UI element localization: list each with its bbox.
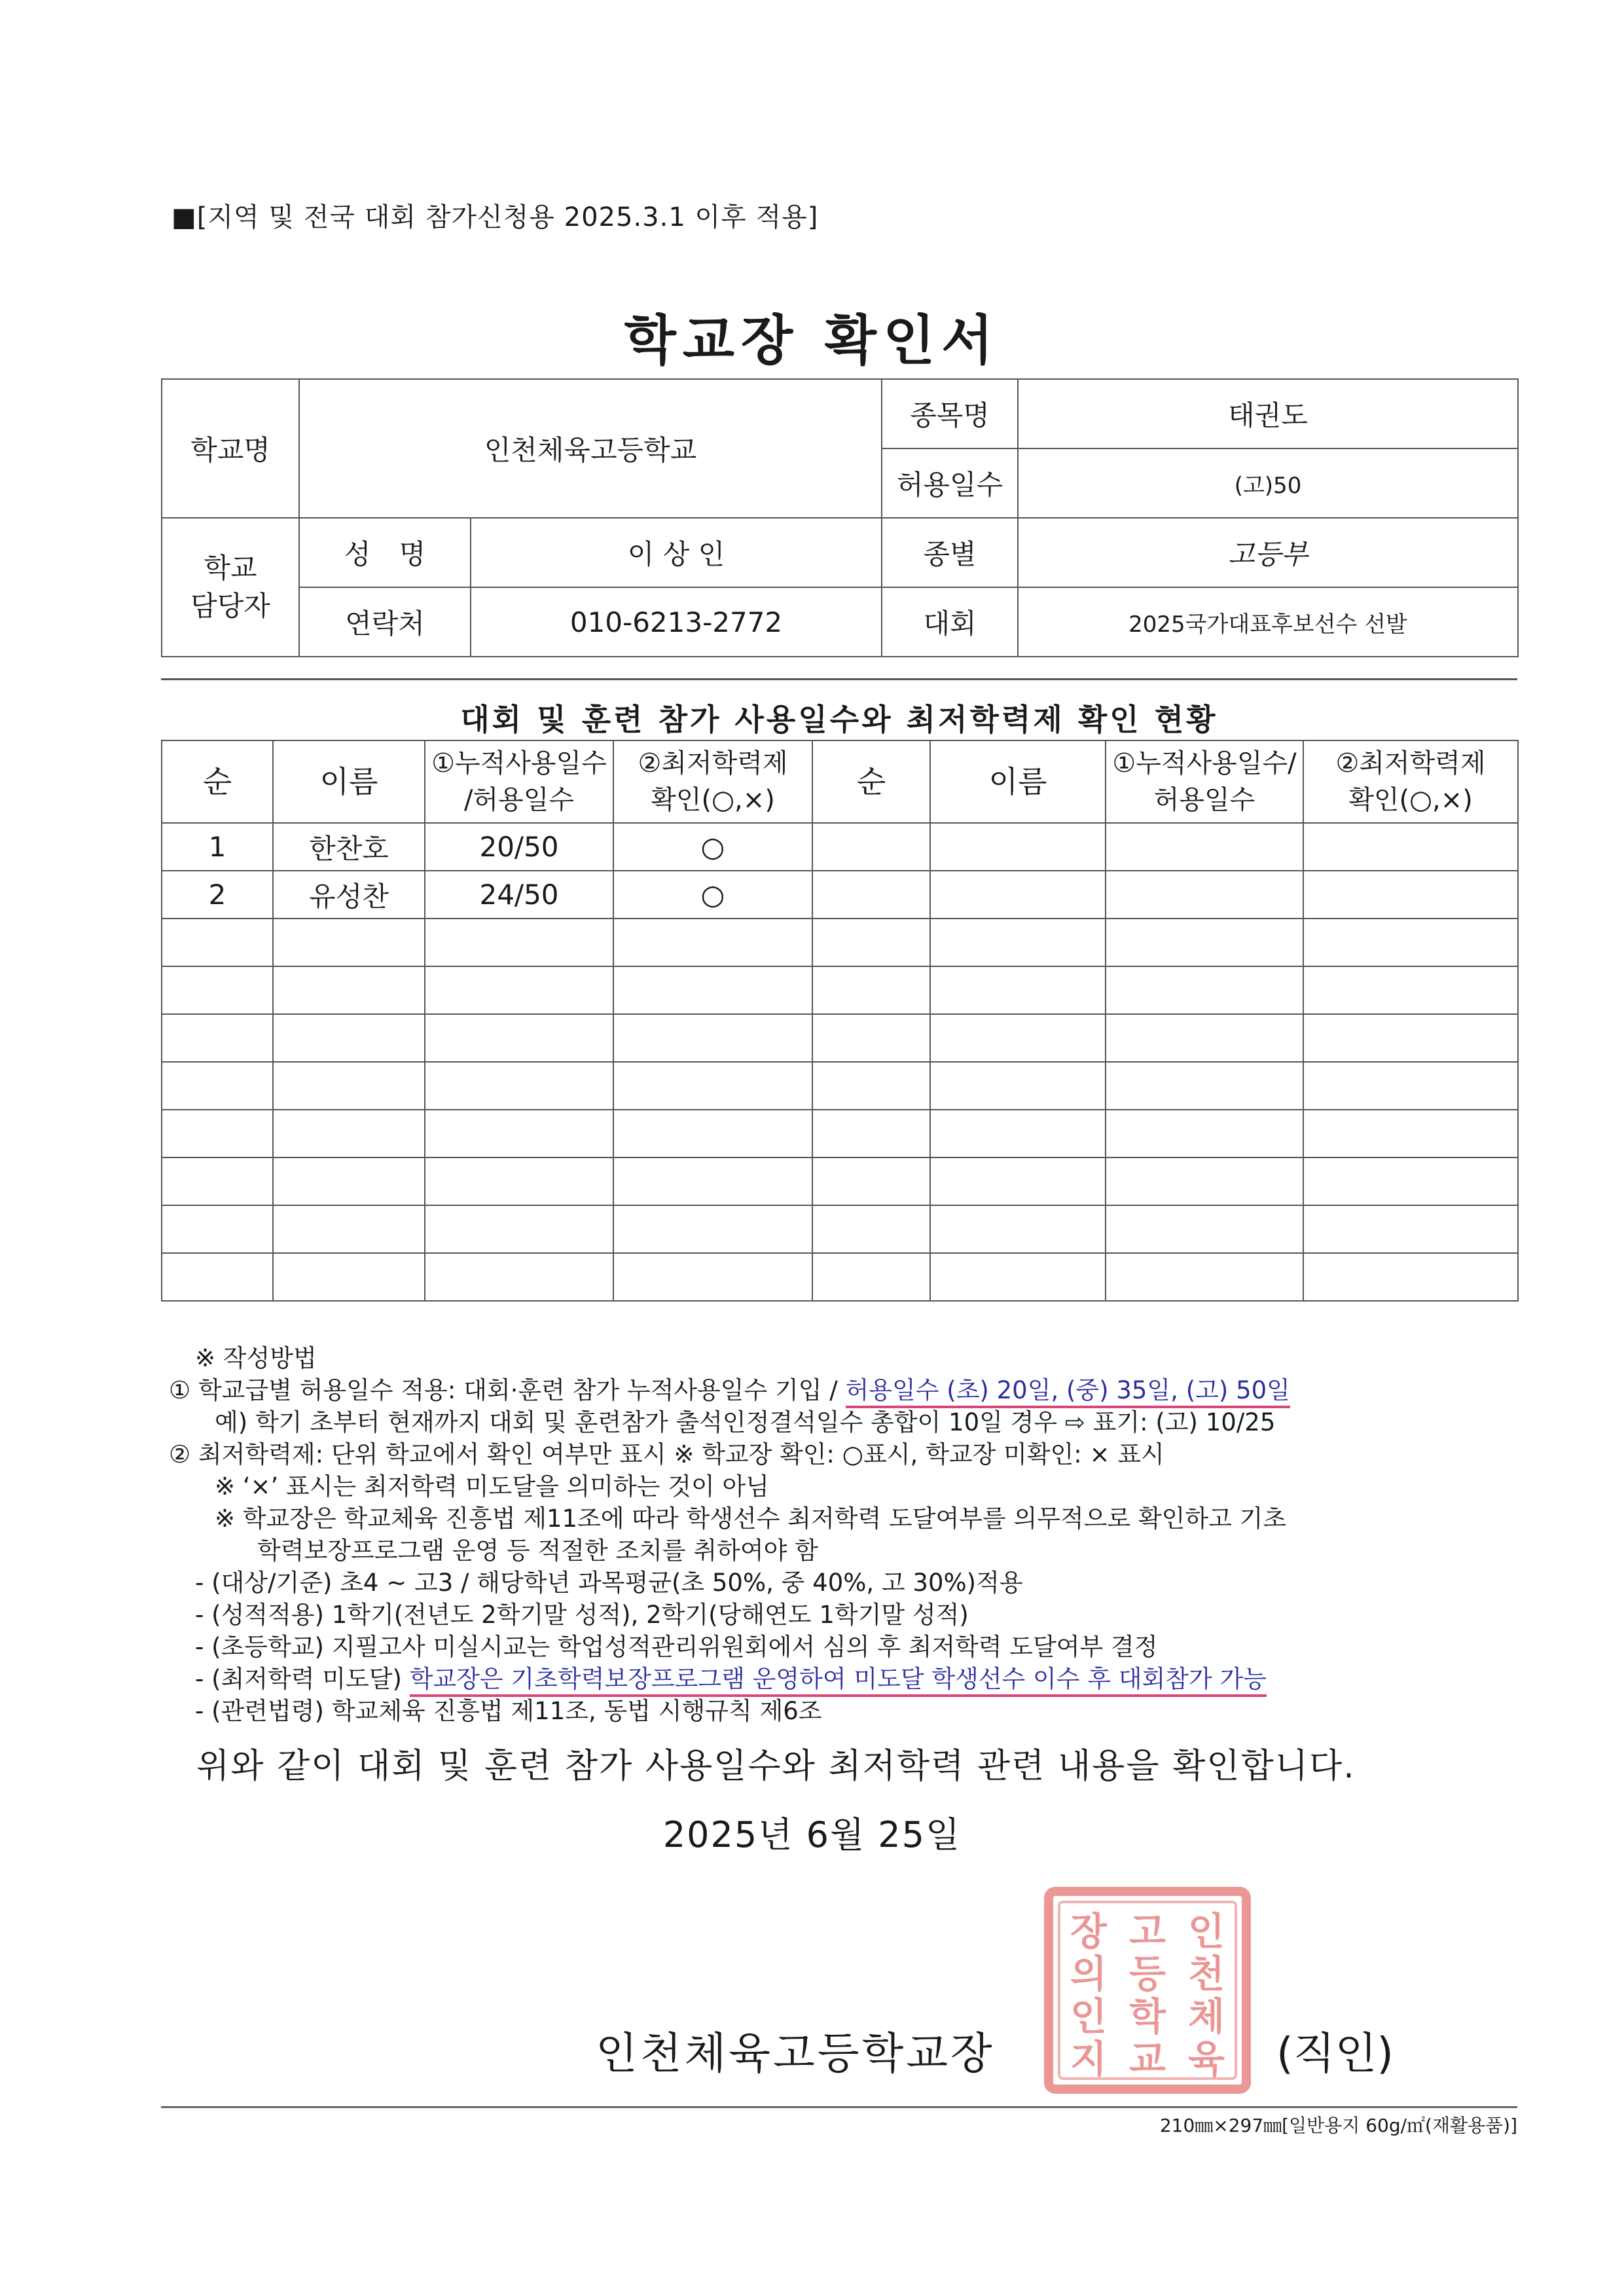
note-target: - (대상/기준) 초4 ~ 고3 / 해당학년 과목평균(초 50%, 중 40%, 고 30%)적용 [195, 1569, 1023, 1597]
table-cell [1303, 1110, 1518, 1157]
table-cell [425, 966, 613, 1014]
table-cell [930, 871, 1106, 919]
allowed-days-value: (고)50 [1018, 448, 1518, 518]
competition-value: 2025국가대표후보선수 선발 [1018, 587, 1518, 657]
note-allowed-days [169, 1374, 1517, 1406]
seal-character: 인 [1187, 1909, 1225, 1954]
form-usage-note: ■[지역 및 전국 대회 참가신청용 2025.3.1 이후 적용] [171, 202, 819, 232]
header-name-2: 이름 [930, 740, 1106, 823]
table-row [162, 1110, 1518, 1157]
header-no-2: 순 [812, 740, 930, 823]
table-row [162, 1062, 1518, 1110]
table-cell [273, 1110, 425, 1157]
instructions-heading: ※ 작성방법 [195, 1344, 317, 1372]
table-cell [812, 871, 930, 919]
note-example: 예) 학기 초부터 현재까지 대회 및 훈련참가 출석인정결석일수 총합이 10일 경우 ⇨ 표기: (고) 10/25 [215, 1408, 1276, 1436]
table-cell [812, 1205, 930, 1253]
header-cumulative-days-2: ①누적사용일수/ 허용일수 [1106, 740, 1303, 823]
table-cell [162, 1253, 273, 1301]
table-cell [273, 966, 425, 1014]
phone-value: 010-6213-2772 [471, 587, 882, 657]
issue-date: 2025년 6월 25일 [662, 1814, 962, 1855]
table-cell [613, 1062, 812, 1110]
instructions [169, 1342, 1517, 1727]
table-cell [162, 1110, 273, 1157]
table-cell [162, 1157, 273, 1205]
seal-character: 인 [1070, 1994, 1108, 2039]
table-cell [613, 1205, 812, 1253]
seal-label: (직인) [1276, 2028, 1394, 2079]
name-value: 이 상 인 [471, 518, 882, 587]
phone-label: 연락처 [299, 587, 471, 657]
table-cell [1106, 1110, 1303, 1157]
seal-character: 의 [1070, 1952, 1108, 1996]
note-not-reached-text: - (최저학력 미도달) [195, 1665, 410, 1693]
table-row [162, 919, 1518, 966]
table-cell [1303, 919, 1518, 966]
table-cell [273, 1157, 425, 1205]
table-cell [425, 919, 613, 966]
table-cell: 20/50 [425, 823, 613, 871]
table-cell [1303, 871, 1518, 919]
contact-person-label: 학교 담당자 [162, 518, 299, 657]
table-cell [613, 1110, 812, 1157]
table-cell: 1 [162, 823, 273, 871]
table-cell [162, 966, 273, 1014]
table-cell [812, 1110, 930, 1157]
status-section-title: 대회 및 훈련 참가 사용일수와 최저학력제 확인 현황 [161, 678, 1517, 759]
seal-character: 지 [1070, 2037, 1108, 2081]
table-cell [812, 1062, 930, 1110]
table-cell [812, 966, 930, 1014]
seal-character: 육 [1187, 2037, 1225, 2081]
table-cell [425, 1205, 613, 1253]
table-cell [1303, 823, 1518, 871]
note-allowed-days-text: ① 학교급별 허용일수 적용: 대회·훈련 참가 누적사용일수 기입 / [169, 1376, 846, 1404]
note-law: - (관련법령) 학교체육 진흥법 제11조, 동법 시행규칙 제6조 [195, 1697, 822, 1725]
table-cell [273, 1062, 425, 1110]
seal-character: 교 [1128, 2037, 1166, 2081]
seal-character: 고 [1128, 1909, 1166, 1954]
table-cell [273, 1205, 425, 1253]
table-cell [1303, 1062, 1518, 1110]
paper-spec: 210㎜×297㎜[일반용지 60g/㎡(재활용품)] [1159, 2115, 1517, 2136]
official-seal [1039, 1882, 1255, 2098]
table-cell [425, 1253, 613, 1301]
table-row [162, 1014, 1518, 1062]
header-cumulative-days: ①누적사용일수 /허용일수 [425, 740, 613, 823]
athlete-status-table [161, 740, 1519, 1302]
seal-character: 천 [1187, 1952, 1225, 1996]
confirmation-statement: 위와 같이 대회 및 훈련 참가 사용일수와 최저학력 관련 내용을 확인합니다. [196, 1747, 1356, 1786]
table-cell: ○ [613, 823, 812, 871]
table-cell [425, 1157, 613, 1205]
table-cell [613, 1014, 812, 1062]
note-principal-duty-2: 학력보장프로그램 운영 등 적절한 조치를 취하여야 함 [257, 1537, 818, 1565]
table-cell [1303, 1253, 1518, 1301]
table-cell [812, 823, 930, 871]
sport-label: 종목명 [882, 379, 1018, 448]
table-cell: 2 [162, 871, 273, 919]
note-not-reached-highlight: 학교장은 기초학력보장프로그램 운영하여 미도달 학생선수 이수 후 대회참가 가능 [410, 1665, 1267, 1697]
note-grade-apply: - (성적적용) 1학기(전년도 2학기말 성적), 2학기(당해연도 1학기말 성적) [195, 1601, 969, 1629]
table-cell [613, 1157, 812, 1205]
principal-title: 인천체육고등학교장 [596, 2028, 995, 2079]
seal-character: 장 [1070, 1909, 1108, 1954]
table-cell [273, 1014, 425, 1062]
table-cell: ○ [613, 871, 812, 919]
school-name-value: 인천체육고등학교 [299, 379, 882, 518]
allowed-days-label: 허용일수 [882, 448, 1018, 518]
table-cell [273, 919, 425, 966]
table-cell [1303, 1157, 1518, 1205]
table-cell: 유성찬 [273, 871, 425, 919]
table-cell [930, 1157, 1106, 1205]
table-cell: 24/50 [425, 871, 613, 919]
table-cell [162, 919, 273, 966]
header-no: 순 [162, 740, 273, 823]
table-cell [1303, 1014, 1518, 1062]
bottom-divider [161, 2106, 1517, 2108]
table-cell [1106, 871, 1303, 919]
table-cell [812, 919, 930, 966]
table-cell [613, 1253, 812, 1301]
note-allowed-days-highlight: 허용일수 (초) 20일, (중) 35일, (고) 50일 [846, 1376, 1290, 1408]
table-cell [1106, 1014, 1303, 1062]
table-cell [930, 1253, 1106, 1301]
sport-value: 태권도 [1018, 379, 1518, 448]
table-cell [930, 1014, 1106, 1062]
table-row [162, 1253, 1518, 1301]
competition-label: 대회 [882, 587, 1018, 657]
table-cell [1303, 1205, 1518, 1253]
division-value: 고등부 [1018, 518, 1518, 587]
header-min-academic: ②최저학력제 확인(○,×) [613, 740, 812, 823]
table-cell [930, 919, 1106, 966]
table-cell [425, 1014, 613, 1062]
note-x-mark: ※ ‘×’ 표시는 최저학력 미도달을 의미하는 것이 아님 [215, 1472, 769, 1501]
note-elementary: - (초등학교) 지필고사 미실시교는 학업성적관리위원회에서 심의 후 최저학력 도달여부 결정 [195, 1633, 1158, 1661]
table-header-row [162, 740, 1518, 823]
table-row [162, 966, 1518, 1014]
info-table [161, 378, 1519, 657]
header-name: 이름 [273, 740, 425, 823]
note-principal-duty-1: ※ 학교장은 학교체육 진흥법 제11조에 따라 학생선수 최저학력 도달여부를 의무적으로 확인하고 기초 [215, 1504, 1287, 1533]
table-row [162, 823, 1518, 871]
table-cell [930, 823, 1106, 871]
seal-character: 체 [1187, 1994, 1225, 2039]
table-cell [930, 1062, 1106, 1110]
table-cell [1106, 919, 1303, 966]
table-cell [1303, 966, 1518, 1014]
table-cell [812, 1014, 930, 1062]
table-cell [162, 1205, 273, 1253]
table-cell [930, 1205, 1106, 1253]
table-row [162, 871, 1518, 919]
name-label: 성 명 [299, 518, 471, 587]
division-label: 종별 [882, 518, 1018, 587]
table-cell [1106, 1157, 1303, 1205]
school-name-label: 학교명 [162, 379, 299, 518]
note-not-reached [169, 1663, 1517, 1695]
table-cell [162, 1062, 273, 1110]
seal-character: 등 [1128, 1952, 1166, 1996]
table-cell [613, 966, 812, 1014]
document-title: 학교장 확인서 [624, 310, 1000, 372]
table-cell [273, 1253, 425, 1301]
table-cell [1106, 1253, 1303, 1301]
table-cell [930, 966, 1106, 1014]
table-row [162, 1157, 1518, 1205]
table-cell [1106, 823, 1303, 871]
table-cell [1106, 1062, 1303, 1110]
header-min-academic-2: ②최저학력제 확인(○,×) [1303, 740, 1518, 823]
table-cell [1106, 966, 1303, 1014]
table-cell [425, 1062, 613, 1110]
table-cell: 한찬호 [273, 823, 425, 871]
table-cell [812, 1157, 930, 1205]
table-cell [425, 1110, 613, 1157]
seal-character: 학 [1128, 1994, 1166, 2039]
table-cell [162, 1014, 273, 1062]
table-cell [613, 919, 812, 966]
table-cell [1106, 1205, 1303, 1253]
table-cell [812, 1253, 930, 1301]
table-cell [930, 1110, 1106, 1157]
table-row [162, 1205, 1518, 1253]
note-min-academic: ② 최저학력제: 단위 학교에서 확인 여부만 표시 ※ 학교장 확인: ○표시, 학교장 미확인: × 표시 [169, 1440, 1164, 1468]
